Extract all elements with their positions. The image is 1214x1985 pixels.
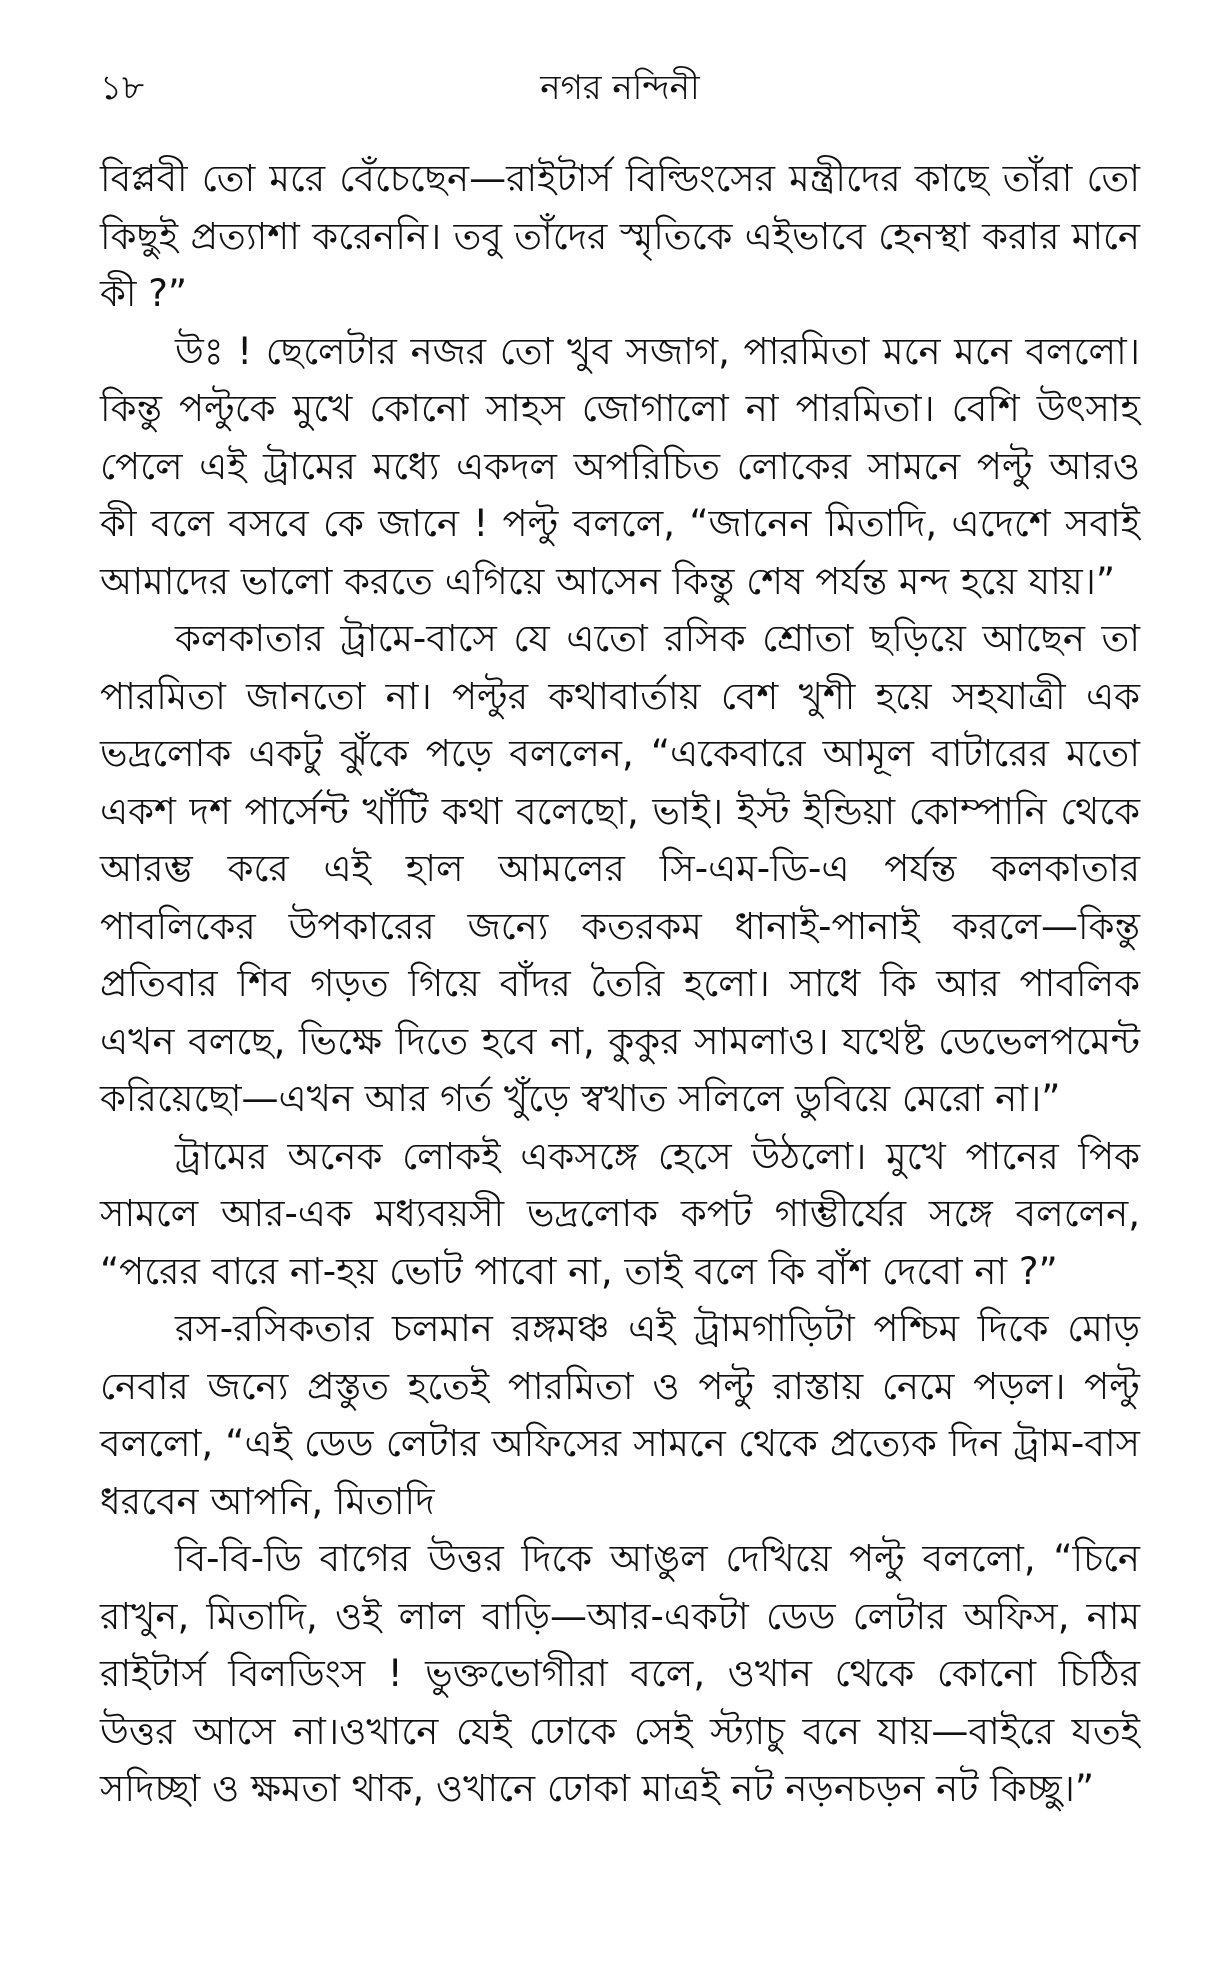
paragraph: রস-রসিকতার চলমান রঙ্গমঞ্চ এই ট্রামগাড়িটা পশ্চিম দিকে মোড় নেবার জন্যে প্রস্তুত হতেই পারমিতা ও পল্টু রাস্তায় নেমে পড়ল। পল্টু বললো, “এই ডেড লেটার অফিসের সামনে থেকে প্রত্যেক দিন ট্রাম-বাস ধরবেন আপনি, মিতাদি	[100, 1307, 1140, 1523]
paragraph: ট্রামের অনেক লোকই একসঙ্গে হেসে উঠলো। মুখে পানের পিক সামলে আর-এক মধ্যবয়সী ভদ্রলোক কপট গাম্ভীর্যের সঙ্গে বললেন, “পরের বারে না-হয় ভোট পাবো না, তাই বলে কি বাঁশ দেবো না ?”	[100, 1134, 1140, 1293]
paragraph: বিপ্লবী তো মরে বেঁচেছেন—রাইটার্স বিল্ডিংসের মন্ত্রীদের কাছে তাঁরা তো কিছুই প্রত্যাশা করেননি। তবু তাঁদের স্মৃতিকে এইভাবে হেনস্থা করার মানে কী ?”	[100, 157, 1140, 315]
paragraph: উঃ ! ছেলেটার নজর তো খুব সজাগ, পারমিতা মনে মনে বললো। কিন্তু পল্টুকে মুখে কোনো সাহস জোগালো না পারমিতা। বেশি উৎসাহ পেলে এই ট্রামের মধ্যে একদল অপরিচিত লোকের সামনে পল্টু আরও কী বলে বসবে কে জানে ! পল্টু বললে, “জানেন মিতাদি, এদেশে সবাই আমাদের ভালো করতে এগিয়ে আসেন কিন্তু শেষ পর্যন্ত মন্দ হয়ে যায়।”	[100, 329, 1140, 603]
paragraph: কলকাতার ট্রামে-বাসে যে এতো রসিক শ্রোতা ছড়িয়ে আছেন তা পারমিতা জানতো না। পল্টুর কথাবার্তায় বেশ খুশী হয়ে সহযাত্রী এক ভদ্রলোক একটু ঝুঁকে পড়ে বললেন, “একেবারে আমূল বাটারের মতো একশ দশ পার্সেন্ট খাঁটি কথা বলেছো, ভাই। ইস্ট ইন্ডিয়া কোম্পানি থেকে আরম্ভ করে এই হাল আমলের সি-এম-ডি-এ পর্যন্ত কলকাতার পাবলিকের উপকারের জন্যে কতরকম ধানাই-পানাই করলে—কিন্তু প্রতিবার শিব গড়ত গিয়ে বাঁদর তৈরি হলো। সাধে কি আর পাবলিক এখন বলছে, ভিক্ষে দিতে হবে না, কুকুর সামলাও। যথেষ্ট ডেভেলপমেন্ট করিয়েছো—এখন আর গর্ত খুঁড়ে স্বখাত সলিলে ডুবিয়ে মেরো না।”	[100, 617, 1140, 1120]
page-header	[100, 62, 1140, 112]
paragraph: বি-বি-ডি বাগের উত্তর দিকে আঙুল দেখিয়ে পল্টু বললো, “চিনে রাখুন, মিতাদি, ওই লাল বাড়ি—আর-একটা ডেড লেটার অফিস, নাম রাইটার্স বিলডিংস ! ভুক্তভোগীরা বলে, ওখান থেকে কোনো চিঠির উত্তর আসে না।ওখানে যেই ঢোকে সেই স্ট্যাচু বনে যায়—বাইরে যতই সদিচ্ছা ও ক্ষমতা থাক, ওখানে ঢোকা মাত্রই নট নড়নচড়ন নট কিচ্ছু।”	[100, 1537, 1140, 1810]
body-text	[100, 150, 1140, 1818]
page-number: ১৮	[100, 68, 145, 108]
running-title: নগর নন্দিনী	[540, 68, 700, 108]
